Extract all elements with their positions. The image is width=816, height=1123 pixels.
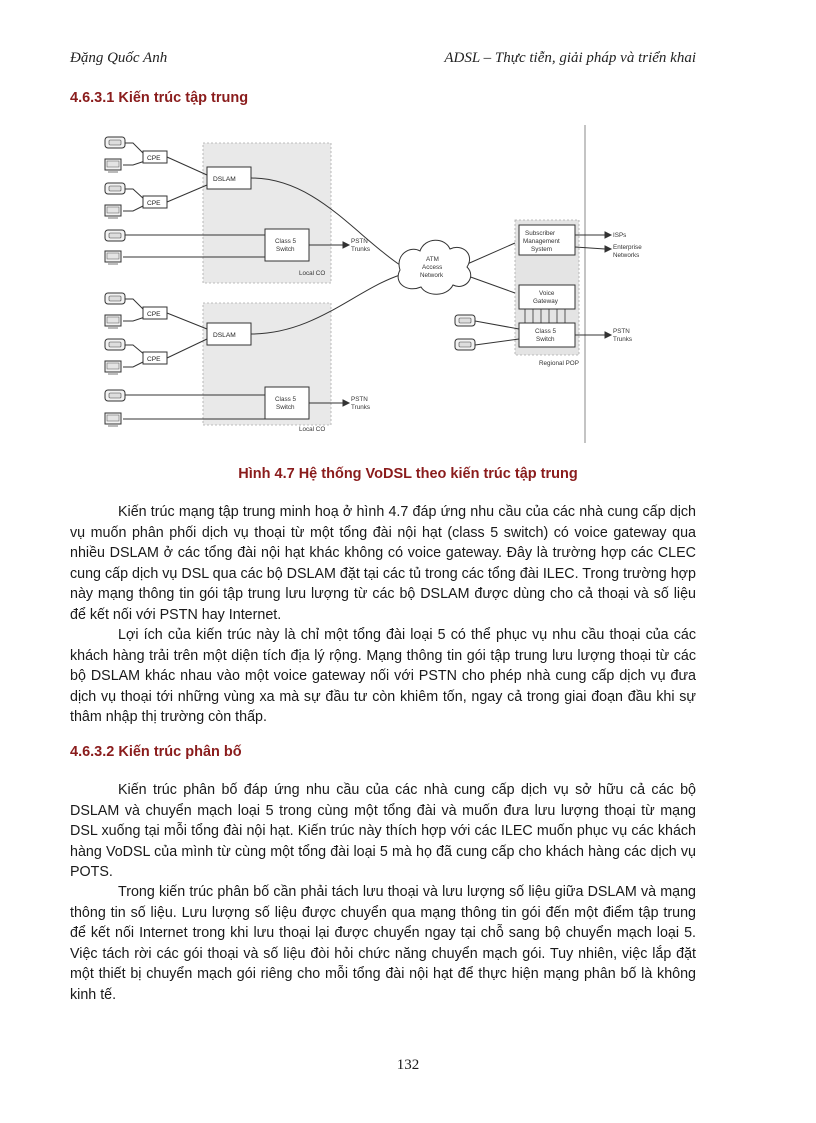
page-number: 132 — [396, 1057, 420, 1073]
class5-switch-regional — [519, 323, 575, 347]
sms-label-2: Management — [523, 238, 560, 245]
vodsl-centralized-diagram — [95, 125, 695, 445]
isps-label: ISPs — [613, 232, 627, 239]
paragraph-1: Kiến trúc mạng tập trung minh hoạ ở hình 4.7 đáp ứng nhu cầu của các nhà cung cấp dịch vụ muốn phân phối dịch vụ thoại từ một tổng đài nội hạt (class 5 switch) có voice gateway qua nhiều DSLAM ở các tổng đài nội hạt khác không có voice gateway. Đây là trường hợp các CLEC cung cấp dịch vụ DSL qua các bộ DSLAM đặt tại các tủ trong các tổng đài ILEC. Trong trường hợp này mạng thông tin gói tập trung lưu lượng từ các bộ DSLAM được dùng cho cả thoại và số liệu để kết nối với PSTN hay Internet. — [70, 504, 696, 623]
figure-caption: Hình 4.7 Hệ thống VoDSL theo kiến trúc tập trung — [238, 466, 578, 482]
class5-label-2b: Switch — [276, 404, 295, 411]
pstn-label-2b: Trunks — [351, 404, 371, 411]
local-co-label-1: Local CO — [299, 270, 326, 277]
voice-gateway — [519, 285, 575, 309]
enterprise-label-1: Enterprise — [613, 244, 642, 251]
local-co-1 — [203, 143, 331, 283]
class5-label-1b: Switch — [276, 246, 295, 253]
regional-phones — [455, 315, 475, 350]
dslam-label-2: DSLAM — [213, 332, 236, 339]
section-heading-centralized: 4.6.3.1 Kiến trúc tập trung — [70, 90, 249, 106]
atm-label-2: Access — [422, 264, 443, 271]
paragraph-4: Trong kiến trúc phân bố cần phải tách lưu thoại và lưu lượng số liệu giữa DSLAM và mạng thông tin số liệu. Lưu lượng số liệu được chuyển qua mạng thông tin gói đến một điểm tập trung để kết nối Internet trong khi lưu thoại lại được chuyển ngay tại chỗ sang bộ chuyển mạch loại 5. Việc tách rời các gói thoại và số liệu đòi hỏi chức năng chuyển mạch gói. Tuy nhiên, việc lắp đặt một thiết bị chuyển mạch gói riêng cho mỗi tổng đài nội hạt để thực hiện mạng phân bố là không kinh tế. — [70, 884, 696, 1003]
atm-label-1: ATM — [426, 256, 439, 263]
voice-gateway-label-2: Gateway — [533, 298, 558, 305]
header-book-title: ADSL – Thực tiễn, giải pháp và triển khai — [444, 50, 696, 66]
paragraph-3: Kiến trúc phân bố đáp ứng nhu cầu của các nhà cung cấp dịch vụ sở hữu cả các bộ DSLAM và chuyển mạch loại 5 trong cùng một tổng đài và muốn đưa lưu lượng thoại từ mạng DSL xuống tại mỗi tổng đài nội hạt. Kiến trúc này thích hợp với các ILEC muốn phục vụ các khách hàng VoDSL của mình từ cùng một tổng đài loại 5 mà họ đã cung cấp cho khách hàng các dịch vụ POTS. — [70, 782, 696, 881]
pstn-label-2a: PSTN — [351, 396, 368, 403]
customer-phones-group-1 — [105, 137, 125, 265]
local-co-label-2: Local CO — [299, 426, 326, 433]
cpe-label-2: CPE — [147, 200, 161, 207]
pstn-label-3a: PSTN — [613, 328, 630, 335]
class5-label-3b: Switch — [536, 336, 555, 343]
pstn-label-1b: Trunks — [351, 246, 371, 253]
atm-access-network-cloud — [398, 240, 471, 294]
class5-label-1a: Class 5 — [275, 238, 296, 245]
sms-label-1: Subscriber — [525, 230, 556, 237]
pstn-label-1a: PSTN — [351, 238, 368, 245]
cpe-label-3: CPE — [147, 311, 161, 318]
enterprise-label-2: Networks — [613, 252, 640, 259]
pstn-label-3b: Trunks — [613, 336, 633, 343]
sms-label-3: System — [531, 246, 552, 253]
atm-label-3: Network — [420, 272, 444, 279]
class5-label-2a: Class 5 — [275, 396, 296, 403]
dslam-label-1: DSLAM — [213, 176, 236, 183]
section-heading-distributed: 4.6.3.2 Kiến trúc phân bố — [70, 744, 242, 760]
paragraph-2: Lợi ích của kiến trúc này là chỉ một tổng đài loại 5 có thể phục vụ nhu cầu thoại của các khách hàng trải trên một diện tích địa lý rộng. Mạng thông tin gói tập trung lưu lượng thoại từ các bộ DSLAM khác nhau vào một voice gateway nối với PSTN cho phép nhà cung cấp dịch vụ đưa dịch vụ thoại tới những vùng xa mà sự đầu tư còn khiêm tốn, ngay cả trong giai đoạn đầu khi sự thâm nhập thị trường còn thấp. — [70, 627, 696, 726]
class5-switch-2 — [265, 387, 309, 419]
class5-switch-1 — [265, 229, 309, 261]
voice-gateway-label-1: Voice — [539, 290, 555, 297]
cpe-label-1: CPE — [147, 155, 161, 162]
cpe-label-4: CPE — [147, 356, 161, 363]
header-author: Đặng Quốc Anh — [70, 50, 168, 66]
class5-label-3a: Class 5 — [535, 328, 556, 335]
regional-pop-label: Regional POP — [539, 360, 579, 367]
customer-phones-group-2 — [105, 293, 125, 427]
